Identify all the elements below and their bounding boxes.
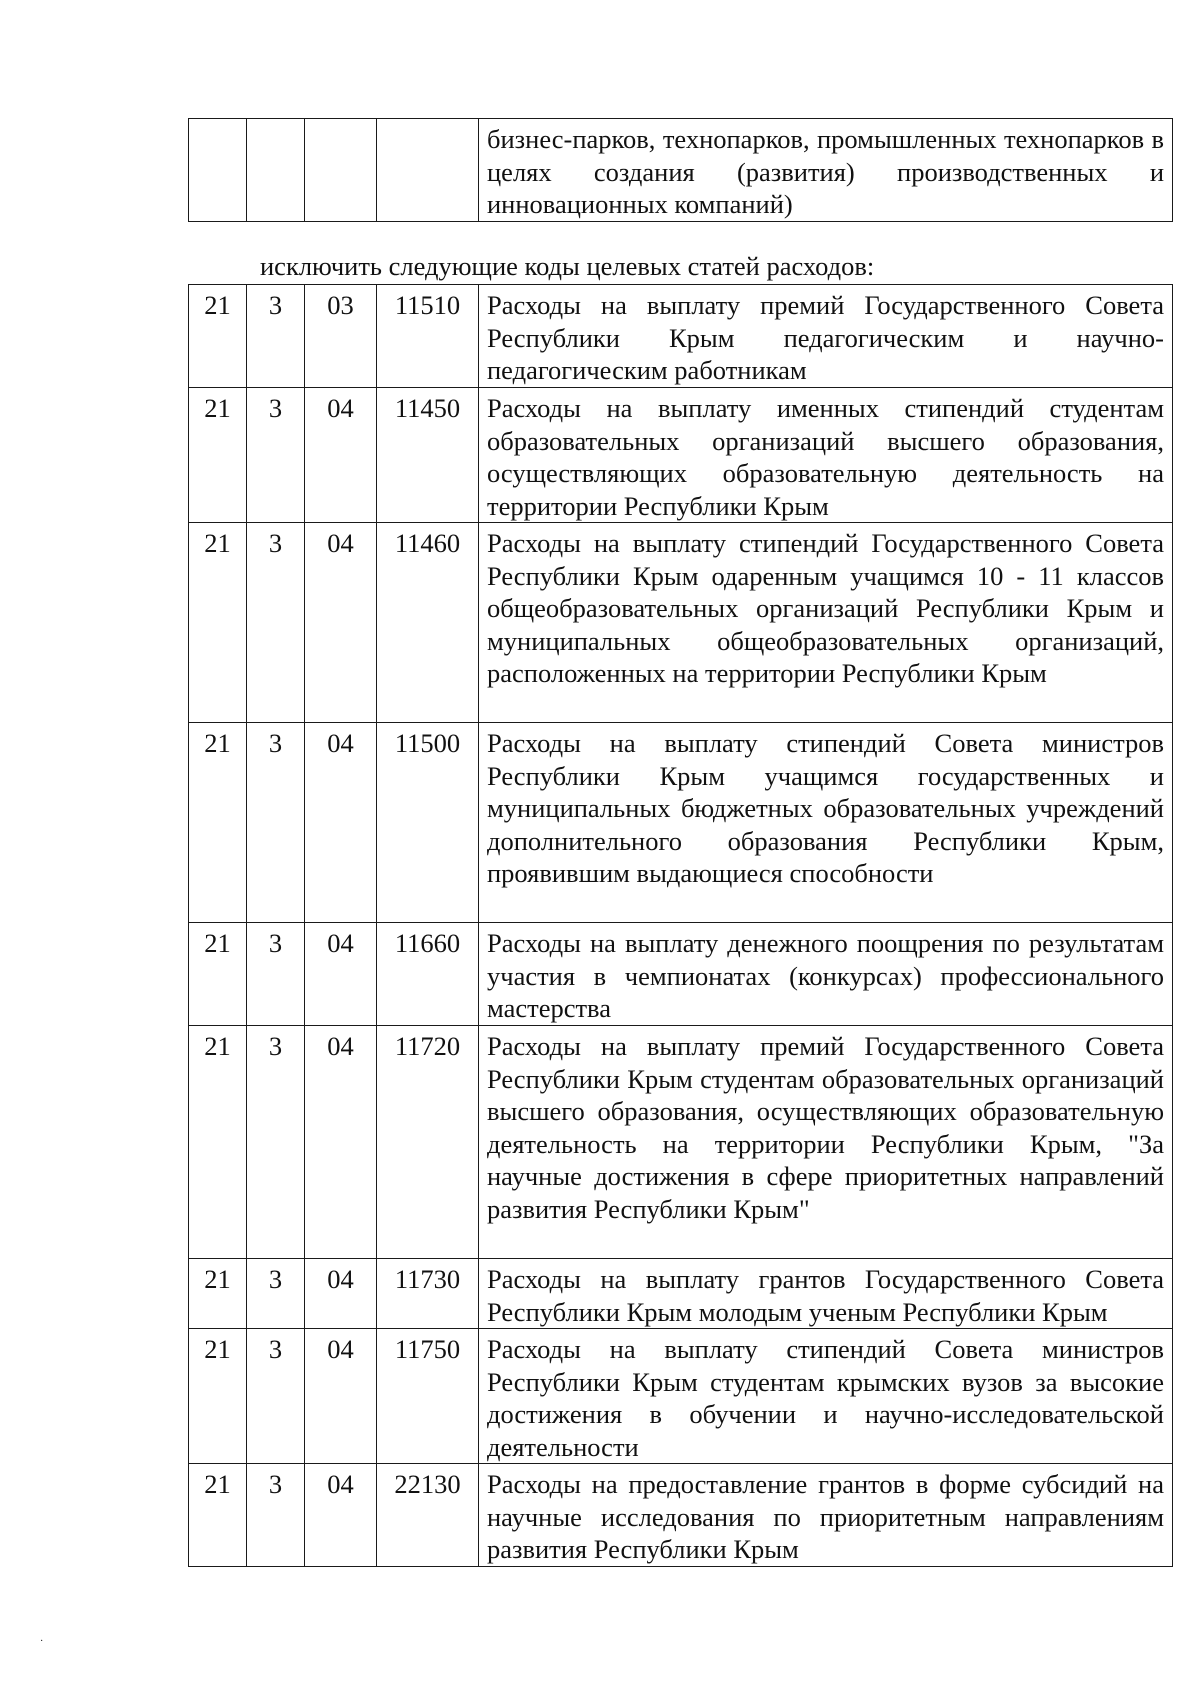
code-cell-c4: 22130 — [377, 1464, 479, 1567]
description-cell: Расходы на выплату стипендий Совета министров Республики Крым студентам крымских вузов за высокие достижения в обучении и научно-исследовательской деятельности — [479, 1329, 1173, 1464]
table-row — [189, 1329, 1173, 1464]
code-cell-c3: 04 — [305, 523, 377, 723]
code-cell-c4: 11500 — [377, 723, 479, 923]
table-row — [189, 1259, 1173, 1329]
code-cell-c1: 21 — [189, 1259, 247, 1329]
description-cell: Расходы на выплату стипендий Совета министров Республики Крым учащимся государственных и муниципальных бюджетных образовательных учреждений дополнительного образования Республики Крым, проявившим выдающиеся способности — [479, 723, 1173, 923]
code-cell-c1: 21 — [189, 285, 247, 388]
code-cell-c4: 11460 — [377, 523, 479, 723]
code-cell-c3: 03 — [305, 285, 377, 388]
description-cell: бизнес-парков, технопарков, промышленных технопарков в целях создания (развития) производственных и инновационных компаний) — [479, 119, 1173, 222]
code-cell-c3: 04 — [305, 1259, 377, 1329]
description-cell: Расходы на выплату премий Государственного Совета Республики Крым студентам образовательных организаций высшего образования, осуществляющих образовательную деятельность на территории Республики Крым, "За научные достижения в сфере приоритетных направлений развития Республики Крым" — [479, 1026, 1173, 1259]
code-cell-c4: 11450 — [377, 388, 479, 523]
code-cell — [305, 119, 377, 222]
code-cell-c1: 21 — [189, 1026, 247, 1259]
code-cell-c1: 21 — [189, 923, 247, 1026]
description-cell: Расходы на предоставление грантов в форме субсидий на научные исследования по приоритетным направлениям развития Республики Крым — [479, 1464, 1173, 1567]
code-cell — [189, 119, 247, 222]
code-cell-c1: 21 — [189, 523, 247, 723]
code-cell-c1: 21 — [189, 723, 247, 923]
description-cell: Расходы на выплату денежного поощрения по результатам участия в чемпионатах (конкурсах) профессионального мастерства — [479, 923, 1173, 1026]
table-row — [189, 923, 1173, 1026]
table-row — [189, 388, 1173, 523]
table-row — [189, 1026, 1173, 1259]
code-cell-c3: 04 — [305, 923, 377, 1026]
code-cell-c1: 21 — [189, 388, 247, 523]
description-cell: Расходы на выплату премий Государственного Совета Республики Крым педагогическим и научно-педагогическим работникам — [479, 285, 1173, 388]
code-cell-c3: 04 — [305, 388, 377, 523]
scan-mark: · — [40, 1636, 44, 1647]
code-cell-c1: 21 — [189, 1329, 247, 1464]
code-cell-c2: 3 — [247, 923, 305, 1026]
code-cell-c3: 04 — [305, 723, 377, 923]
code-cell-c4: 11720 — [377, 1026, 479, 1259]
code-cell-c4: 11730 — [377, 1259, 479, 1329]
code-cell-c3: 04 — [305, 1329, 377, 1464]
code-cell-c2: 3 — [247, 388, 305, 523]
description-cell: Расходы на выплату именных стипендий студентам образовательных организаций высшего образования, осуществляющих образовательную деятельность на территории Республики Крым — [479, 388, 1173, 523]
code-cell-c4: 11750 — [377, 1329, 479, 1464]
description-cell: Расходы на выплату грантов Государственного Совета Республики Крым молодым ученым Республики Крым — [479, 1259, 1173, 1329]
code-cell — [377, 119, 479, 222]
code-cell-c2: 3 — [247, 723, 305, 923]
table-row — [189, 523, 1173, 723]
table-row — [189, 119, 1173, 222]
code-cell-c4: 11510 — [377, 285, 479, 388]
table-row — [189, 285, 1173, 388]
code-cell-c3: 04 — [305, 1026, 377, 1259]
code-cell — [247, 119, 305, 222]
code-cell-c1: 21 — [189, 1464, 247, 1567]
code-cell-c2: 3 — [247, 523, 305, 723]
code-cell-c2: 3 — [247, 1259, 305, 1329]
expense-codes-table — [188, 284, 1173, 1567]
code-cell-c4: 11660 — [377, 923, 479, 1026]
code-cell-c2: 3 — [247, 1329, 305, 1464]
intro-text: исключить следующие коды целевых статей расходов: — [260, 251, 875, 281]
table-row — [189, 723, 1173, 923]
code-cell-c2: 3 — [247, 1464, 305, 1567]
description-cell: Расходы на выплату стипендий Государственного Совета Республики Крым одаренным учащимся 10 - 11 классов общеобразовательных организаций Республики Крым и муниципальных общеобразовательных организаций, расположенных на территории Республики Крым — [479, 523, 1173, 723]
code-cell-c3: 04 — [305, 1464, 377, 1567]
continuation-table — [188, 118, 1173, 222]
code-cell-c2: 3 — [247, 1026, 305, 1259]
code-cell-c2: 3 — [247, 285, 305, 388]
table-row — [189, 1464, 1173, 1567]
